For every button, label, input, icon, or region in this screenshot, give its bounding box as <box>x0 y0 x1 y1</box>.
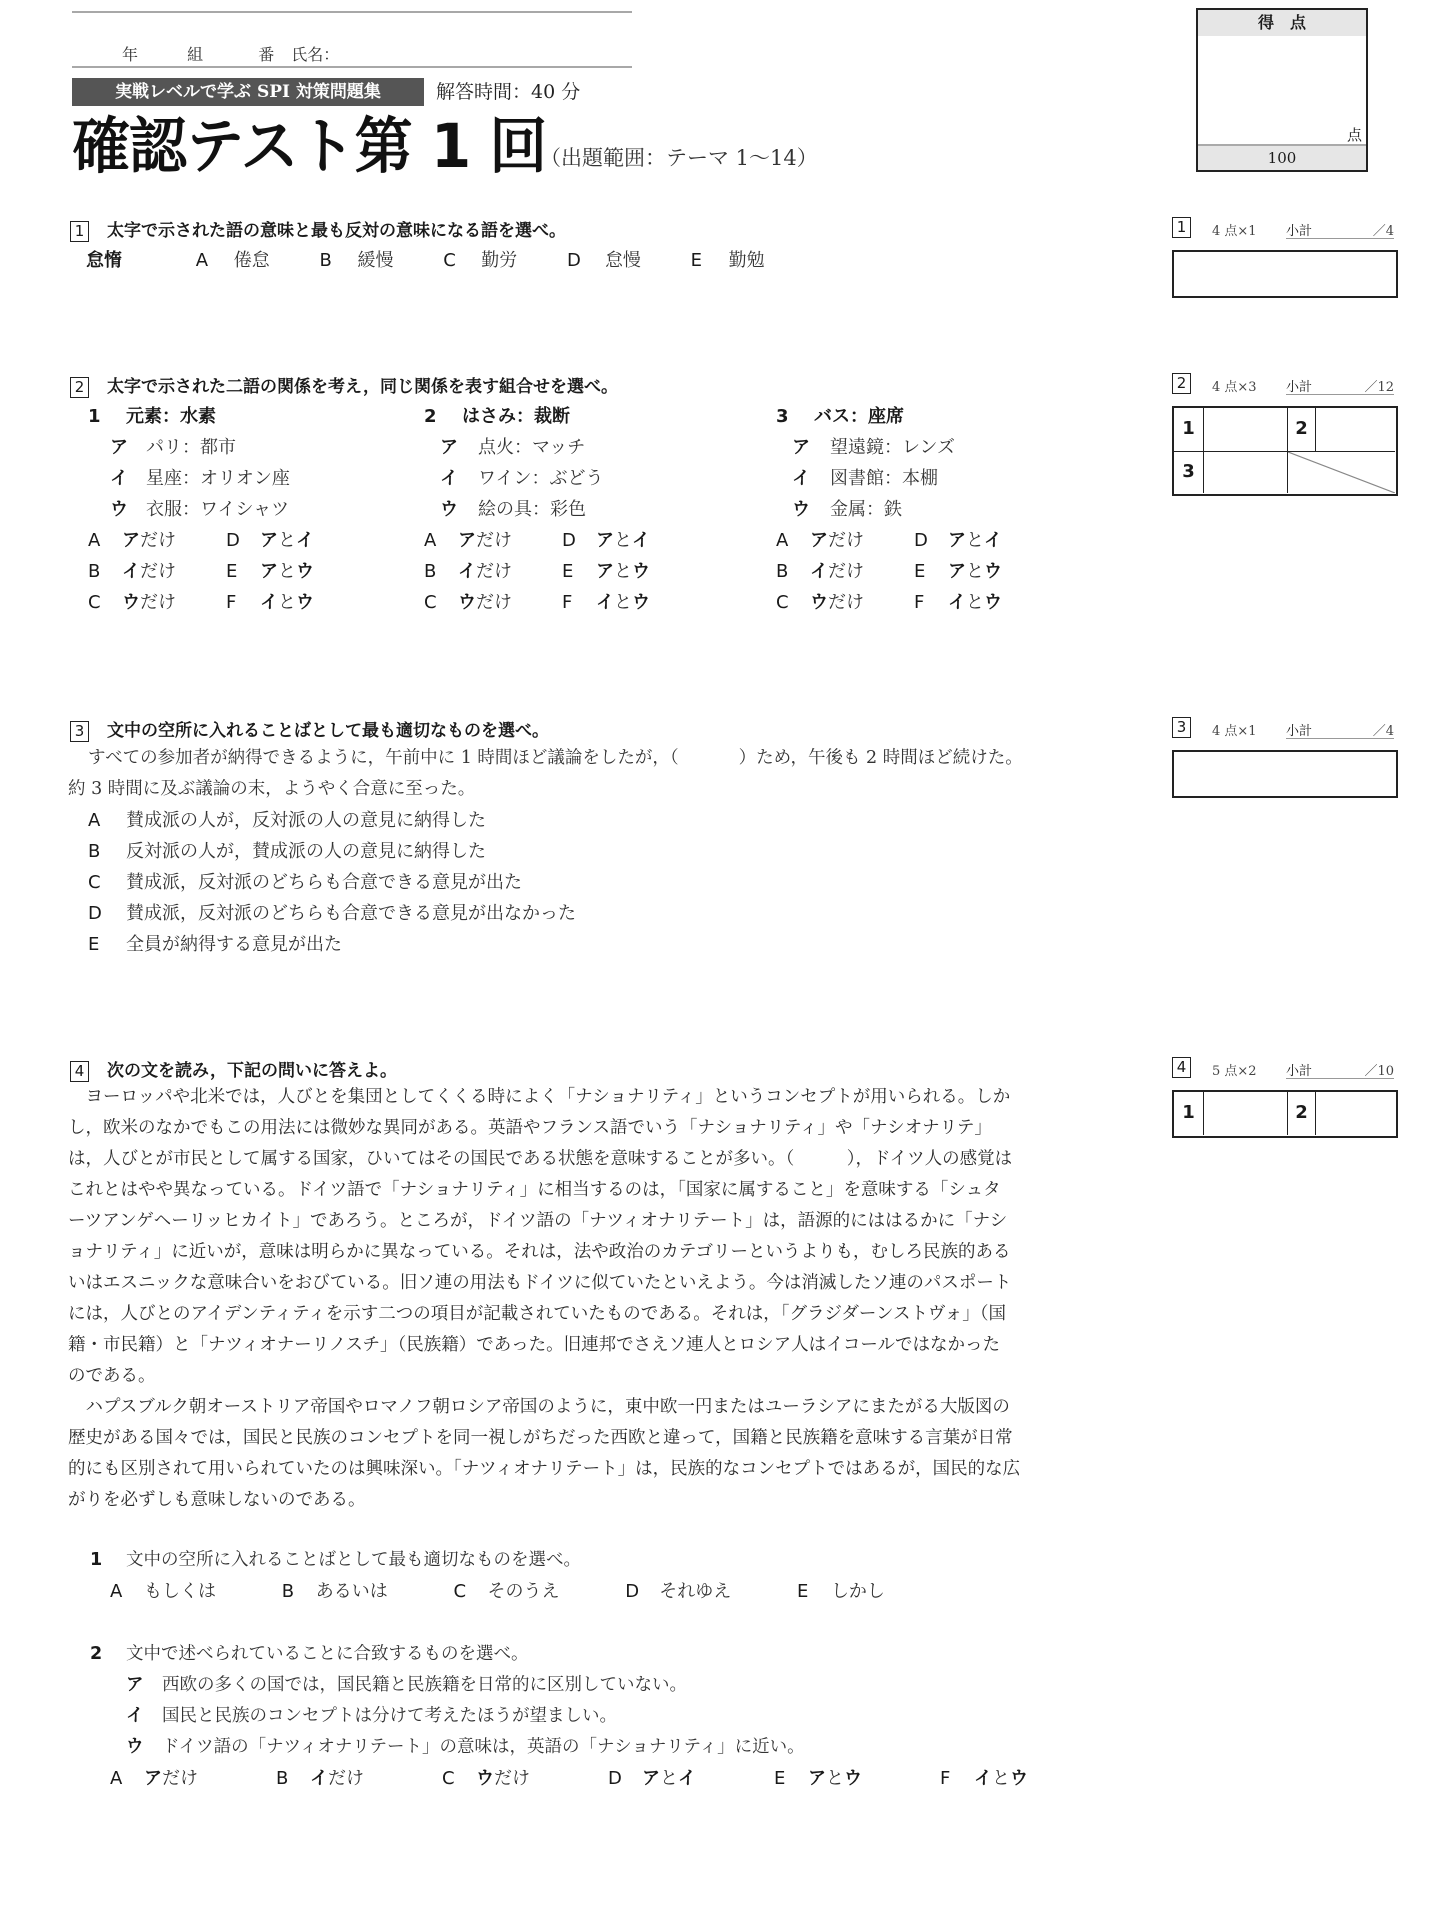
answer-connector: だけ <box>494 1768 530 1789</box>
passage-line: いはエスニックな意味合いをおびている。旧ソ連の用法もドイツに似ていたといえよう。今は消滅したソ連のパスポート <box>68 1273 1012 1293</box>
q1-word: 怠惰 <box>86 250 122 271</box>
answer-option[interactable] <box>776 526 914 552</box>
answer-label: C <box>776 592 789 613</box>
q4-answer-cell-1[interactable] <box>1204 1092 1288 1135</box>
answer-kana: ウ <box>810 592 828 613</box>
q1-heading <box>70 216 566 242</box>
q4-sub1-option[interactable] <box>797 1577 917 1603</box>
q3-points: 4 点×1 <box>1212 724 1257 739</box>
passage-line: 歴史がある国々では，国民と民族のコンセプトを同一視しがちだった西欧と違って，国籍と民族籍を意味する言葉が日常 <box>68 1428 1013 1448</box>
answer-label: C <box>442 1768 455 1789</box>
answer-label: E <box>914 561 926 582</box>
q4-points: 5 点×2 <box>1212 1064 1257 1079</box>
answer-connector: と <box>966 530 984 551</box>
time-limit: 解答時間：40 分 <box>436 81 581 103</box>
page-title: 確認テスト第 1 回 <box>72 110 547 182</box>
answer-kana: ア <box>810 530 828 551</box>
q4-heading <box>70 1056 397 1082</box>
answer-connector: と <box>966 561 984 582</box>
answer-connector: だけ <box>476 592 512 613</box>
option-text: 賛成派の人が，反対派の人の意見に納得した <box>126 810 486 831</box>
q4-score-number-icon: 4 <box>1172 1057 1191 1078</box>
q4-sub1-option[interactable] <box>453 1577 619 1603</box>
option-text: 反対派の人が，賛成派の人の意見に納得した <box>126 841 486 862</box>
answer-connector: だけ <box>828 530 864 551</box>
q4-cell-label-1: 1 <box>1174 1092 1204 1135</box>
answer-kana: ア <box>260 561 278 582</box>
answer-label: A <box>776 530 789 551</box>
answer-label: A <box>88 530 101 551</box>
name-row <box>122 42 339 65</box>
answer-option[interactable] <box>424 588 562 614</box>
option-label: B <box>319 250 332 271</box>
answer-connector: だけ <box>162 1768 198 1789</box>
answer-connector: と <box>966 592 984 613</box>
q1-answer-box[interactable] <box>1172 250 1398 298</box>
choice-text: パリ：都市 <box>146 437 236 458</box>
passage-line: は，人びとが市民として属する国家，ひいてはその国民である状態を意味することが多い。（ ），ドイツ人の感覚は <box>68 1149 1013 1169</box>
q2-cell-label-3: 3 <box>1174 452 1204 493</box>
q1-option[interactable] <box>691 246 809 272</box>
q1-subtotal-max: ／4 <box>1372 224 1394 239</box>
answer-kana: イ <box>632 530 650 551</box>
answer-row <box>424 588 682 614</box>
series-badge: 実戦レベルで学ぶ SPI 対策問題集 <box>72 78 424 106</box>
item-pair: 元素：水素 <box>126 406 216 427</box>
q2-answer-cell-3[interactable] <box>1204 452 1288 493</box>
passage-line: がりを必ずしも意味しないのである。 <box>68 1490 366 1510</box>
answer-row <box>88 588 346 614</box>
answer-kana: ウ <box>632 561 650 582</box>
test-range: （出題範囲：テーマ 1〜14） <box>540 146 818 170</box>
answer-kana: イ <box>678 1768 696 1789</box>
q4-sub2-statement <box>126 1702 617 1727</box>
answer-label: F <box>562 592 573 613</box>
answer-kana: ア <box>596 530 614 551</box>
answer-label: E <box>226 561 238 582</box>
option-text: あるいは <box>315 1581 388 1602</box>
option-text: 倦怠 <box>233 250 270 271</box>
q3-subtotal-label: 小計 <box>1286 724 1313 739</box>
name-field-year: 年 <box>122 45 139 64</box>
answer-connector: だけ <box>476 561 512 582</box>
q2-score-panel <box>1172 372 1398 482</box>
q4-sub1-option[interactable] <box>110 1577 276 1603</box>
name-field-class: 組 <box>187 45 204 64</box>
q1-options <box>86 246 809 272</box>
option-label: A <box>195 250 209 271</box>
answer-row <box>776 588 1034 614</box>
q4-score-panel <box>1172 1056 1398 1123</box>
answer-option[interactable] <box>774 1764 940 1790</box>
sub-question-text: 文中で述べられていることに合致するものを選べ。 <box>126 1644 529 1664</box>
q3-option[interactable] <box>88 806 486 832</box>
passage-line: ハプスブルク朝オーストリア帝国やロマノフ朝ロシア帝国のように，東中欧一円またはユーラシアにまたがる大版図の <box>68 1397 1010 1417</box>
answer-label: B <box>276 1768 289 1789</box>
choice-kana: ア <box>440 437 458 458</box>
answer-option[interactable] <box>226 557 346 583</box>
q1-instruction: 太字で示された語の意味と最も反対の意味になる語を選べ。 <box>107 221 566 241</box>
q1-option[interactable] <box>567 246 685 272</box>
name-rule <box>72 66 632 68</box>
q2-cell-label-1: 1 <box>1174 408 1204 452</box>
q2-answer-cell-1[interactable] <box>1204 408 1288 452</box>
answer-connector: と <box>660 1768 678 1789</box>
q2-heading <box>70 372 618 398</box>
answer-row <box>424 526 682 552</box>
option-label: C <box>443 250 456 271</box>
answer-kana: ウ <box>296 592 314 613</box>
sub-question-number: 1 <box>90 1550 103 1570</box>
q4-sub2-question <box>90 1640 529 1665</box>
q3-sentence-line2: 約 3 時間に及ぶ議論の末，ようやく合意に至った。 <box>68 779 476 799</box>
item-number: 1 <box>88 406 101 427</box>
q3-instruction: 文中の空所に入れることばとして最も適切なものを選べ。 <box>107 721 549 741</box>
option-label: D <box>88 903 102 924</box>
q4-sub2-statement <box>126 1671 687 1696</box>
q3-number-icon: 3 <box>70 721 89 742</box>
choice-text: 星座：オリオン座 <box>146 468 290 489</box>
q1-number-icon: 1 <box>70 221 89 242</box>
answer-label: D <box>226 530 240 551</box>
answer-label: C <box>424 592 437 613</box>
answer-connector: だけ <box>328 1768 364 1789</box>
q1-option[interactable] <box>443 246 561 272</box>
q4-subtotal-max: ／10 <box>1364 1064 1394 1079</box>
top-rule <box>72 11 632 13</box>
name-field-name[interactable]: 氏名： <box>291 45 340 64</box>
choice-text: ワイン：ぶどう <box>478 468 604 489</box>
choice-text: 絵の具：彩色 <box>478 499 586 520</box>
answer-option[interactable] <box>562 526 682 552</box>
answer-label: F <box>940 1768 951 1789</box>
option-text: 勤労 <box>481 250 518 271</box>
q2-subtotal-label: 小計 <box>1286 380 1313 395</box>
answer-kana: ウ <box>458 592 476 613</box>
q1-option[interactable] <box>196 246 314 272</box>
option-text: 怠慢 <box>604 250 641 271</box>
choice-text: 図書館：本棚 <box>830 468 938 489</box>
statement-text: ドイツ語の「ナツィオナリテート」の意味は，英語の「ナショナリティ」に近い。 <box>162 1737 805 1757</box>
item-pair: バス：座席 <box>814 406 904 427</box>
answer-kana: ウ <box>296 561 314 582</box>
answer-row <box>424 557 682 583</box>
answer-option[interactable] <box>424 557 562 583</box>
answer-option[interactable] <box>424 526 562 552</box>
q3-option[interactable] <box>88 899 576 925</box>
answer-connector: と <box>278 592 296 613</box>
option-text: そのうえ <box>487 1581 560 1602</box>
q3-option[interactable] <box>88 868 522 894</box>
option-label: A <box>88 810 101 831</box>
passage-line: のである。 <box>68 1366 156 1386</box>
answer-kana: ウ <box>122 592 140 613</box>
answer-label: C <box>88 592 101 613</box>
q1-subtotal-label: 小計 <box>1286 224 1313 239</box>
answer-kana: イ <box>810 561 828 582</box>
choice-text: 点火：マッチ <box>478 437 586 458</box>
answer-kana: ア <box>642 1768 660 1789</box>
answer-label: B <box>776 561 789 582</box>
answer-option[interactable] <box>776 588 914 614</box>
answer-kana: イ <box>974 1768 992 1789</box>
option-label: D <box>625 1581 640 1602</box>
answer-connector: だけ <box>140 592 176 613</box>
answer-connector: と <box>614 561 632 582</box>
passage-line: 籍・市民籍）と「ナツィオナーリノスチ」（民族籍）であった。旧連邦でさえソ連人とロシア人はイコールではなかった <box>68 1335 1001 1355</box>
answer-connector: と <box>826 1768 844 1789</box>
passage-line: 的にも区別されて用いられていたのは興味深い。「ナツィオナリテート」は，民族的なコンセプトではあるが，国民的な広 <box>68 1459 1021 1479</box>
answer-label: D <box>914 530 928 551</box>
answer-option[interactable] <box>88 588 226 614</box>
sub-question-text: 文中の空所に入れることばとして最も適切なものを選べ。 <box>126 1550 581 1570</box>
answer-row <box>776 526 1034 552</box>
option-label: E <box>690 250 703 271</box>
q2-unused-cell-slash <box>1288 452 1395 493</box>
q2-cell-label-2: 2 <box>1288 408 1316 452</box>
statement-kana: ア <box>126 1675 144 1695</box>
option-label: E <box>88 934 100 955</box>
answer-option[interactable] <box>914 588 1034 614</box>
answer-kana: ウ <box>632 592 650 613</box>
answer-label: D <box>562 530 576 551</box>
answer-option[interactable] <box>226 526 346 552</box>
q3-score-number-icon: 3 <box>1172 717 1191 738</box>
answer-row <box>88 526 346 552</box>
answer-kana: ア <box>144 1768 162 1789</box>
answer-kana: ア <box>948 561 966 582</box>
answer-connector: と <box>992 1768 1010 1789</box>
statement-kana: イ <box>126 1706 144 1726</box>
answer-label: D <box>608 1768 622 1789</box>
answer-connector: だけ <box>828 592 864 613</box>
answer-kana: ウ <box>1010 1768 1028 1789</box>
choice-kana: ウ <box>792 499 810 520</box>
option-text: 勤勉 <box>728 250 765 271</box>
answer-kana: イ <box>596 592 614 613</box>
q1-points: 4 点×1 <box>1212 224 1257 239</box>
passage-line: ョナリティ」に近いが，意味は明らかに異なっている。それは，法や政治のカテゴリーというよりも，むしろ民族的ある <box>68 1242 1011 1262</box>
answer-option[interactable] <box>88 557 226 583</box>
answer-option[interactable] <box>562 557 682 583</box>
q3-heading <box>70 716 549 742</box>
answer-option[interactable] <box>442 1764 608 1790</box>
option-label: B <box>281 1581 295 1602</box>
score-total: 100 <box>1198 144 1366 170</box>
option-text: 賛成派，反対派のどちらも合意できる意見が出た <box>126 872 522 893</box>
statement-text: 国民と民族のコンセプトは分けて考えたほうが望ましい。 <box>162 1706 617 1726</box>
q2-answer-grid <box>1172 406 1398 496</box>
q4-answer-grid <box>1172 1090 1398 1138</box>
statement-kana: ウ <box>126 1737 144 1757</box>
choice-kana: ア <box>110 437 128 458</box>
q4-instruction: 次の文を読み，下記の問いに答えよ。 <box>107 1061 398 1081</box>
q4-sub2-answers <box>110 1764 1050 1790</box>
q2-instruction: 太字で示された二語の関係を考え，同じ関係を表す組合せを選べ。 <box>107 377 619 397</box>
answer-label: F <box>914 592 925 613</box>
q2-subtotal-max: ／12 <box>1364 380 1394 395</box>
answer-connector: と <box>614 592 632 613</box>
answer-kana: イ <box>296 530 314 551</box>
option-label: C <box>453 1581 467 1602</box>
q3-score-panel <box>1172 716 1398 742</box>
answer-label: B <box>88 561 101 582</box>
q3-sentence-part1: すべての参加者が納得できるように，午前中に 1 時間ほど議論をしたが，（ <box>88 748 679 768</box>
name-field-number: 番 <box>258 45 275 64</box>
answer-label: B <box>424 561 437 582</box>
answer-connector: だけ <box>476 530 512 551</box>
answer-row <box>88 557 346 583</box>
answer-label: A <box>110 1768 123 1789</box>
answer-kana: イ <box>458 561 476 582</box>
q4-passage <box>68 1082 1138 1516</box>
q4-sub1-options <box>110 1577 917 1603</box>
answer-kana: ア <box>596 561 614 582</box>
answer-label: F <box>226 592 237 613</box>
answer-option[interactable] <box>940 1764 1050 1790</box>
answer-kana: ア <box>948 530 966 551</box>
passage-line: には，人びとのアイデンティティを示す二つの項目が記載されていたものである。それは，「グラジダーンストヴォ」（国 <box>68 1304 1006 1324</box>
answer-kana: イ <box>260 592 278 613</box>
answer-option[interactable] <box>110 1764 276 1790</box>
q4-sub1-question <box>90 1546 581 1571</box>
q4-answer-cell-2[interactable] <box>1316 1092 1395 1135</box>
answer-option[interactable] <box>226 588 346 614</box>
answer-option[interactable] <box>914 526 1034 552</box>
item-number: 2 <box>424 406 437 427</box>
answer-kana: ア <box>458 530 476 551</box>
item-number: 3 <box>776 406 789 427</box>
answer-connector: と <box>278 561 296 582</box>
answer-connector: と <box>278 530 296 551</box>
answer-connector: だけ <box>140 530 176 551</box>
q2-points: 4 点×3 <box>1212 380 1257 395</box>
q4-sub1-option[interactable] <box>625 1577 791 1603</box>
choice-kana: イ <box>792 468 810 489</box>
score-heading: 得 点 <box>1198 10 1366 36</box>
answer-kana: ウ <box>476 1768 494 1789</box>
option-label: B <box>88 841 101 862</box>
sub-question-number: 2 <box>90 1644 103 1664</box>
answer-option[interactable] <box>562 588 682 614</box>
answer-kana: ウ <box>984 592 1002 613</box>
answer-option[interactable] <box>914 557 1034 583</box>
statement-text: 西欧の多くの国では，国民籍と民族籍を日常的に区別していない。 <box>162 1675 687 1695</box>
answer-label: E <box>562 561 574 582</box>
score-unit: 点 <box>1346 126 1362 144</box>
option-text: もしくは <box>144 1581 216 1602</box>
answer-kana: ウ <box>844 1768 862 1789</box>
answer-option[interactable] <box>608 1764 774 1790</box>
q3-option[interactable] <box>88 837 486 863</box>
passage-line: し，欧米のなかでもこの用法には微妙な異同がある。英語やフランス語でいう「ナショナリティ」や「ナシオナリテ」 <box>68 1118 992 1138</box>
answer-connector: と <box>614 530 632 551</box>
answer-kana: イ <box>984 530 1002 551</box>
answer-connector: だけ <box>828 561 864 582</box>
choice-text: 衣服：ワイシャツ <box>146 499 290 520</box>
choice-kana: ウ <box>440 499 458 520</box>
option-text: しかし <box>830 1581 885 1602</box>
answer-kana: ア <box>808 1768 826 1789</box>
answer-kana: イ <box>310 1768 328 1789</box>
answer-kana: ウ <box>984 561 1002 582</box>
answer-kana: ア <box>260 530 278 551</box>
answer-option[interactable] <box>276 1764 442 1790</box>
option-text: それゆえ <box>659 1581 732 1602</box>
choice-text: 金属：鉄 <box>830 499 902 520</box>
q1-option[interactable] <box>319 246 437 272</box>
q2-answer-cell-2[interactable] <box>1316 408 1395 452</box>
q2-number-icon: 2 <box>70 377 89 398</box>
answer-kana: イ <box>122 561 140 582</box>
option-label: A <box>110 1581 123 1602</box>
option-text: 全員が納得する意見が出た <box>126 934 342 955</box>
option-text: 賛成派，反対派のどちらも合意できる意見が出なかった <box>126 903 576 924</box>
q4-number-icon: 4 <box>70 1061 89 1082</box>
choice-kana: ウ <box>110 499 128 520</box>
q3-option[interactable] <box>88 930 342 956</box>
q2-score-number-icon: 2 <box>1172 373 1191 394</box>
answer-option[interactable] <box>776 557 914 583</box>
answer-label: A <box>424 530 437 551</box>
item-pair: はさみ：裁断 <box>462 406 570 427</box>
option-label: E <box>796 1581 809 1602</box>
option-text: 緩慢 <box>357 250 394 271</box>
total-score-box[interactable] <box>1196 8 1368 172</box>
answer-label: E <box>774 1768 786 1789</box>
q1-score-panel <box>1172 216 1398 242</box>
q3-sentence-part2: ）ため，午後も 2 時間ほど続けた。 <box>738 748 1023 768</box>
answer-row <box>776 557 1034 583</box>
passage-line: ーツアンゲヘーリッヒカイト」であろう。ところが，ドイツ語の「ナツィオナリテート」は，語源的にははるかに「ナシ <box>68 1211 1008 1231</box>
option-label: C <box>88 872 101 893</box>
answer-kana: イ <box>948 592 966 613</box>
q3-answer-box[interactable] <box>1172 750 1398 798</box>
q4-sub1-option[interactable] <box>282 1577 448 1603</box>
q1-score-number-icon: 1 <box>1172 217 1191 238</box>
choice-kana: ア <box>792 437 810 458</box>
choice-text: 望遠鏡：レンズ <box>830 437 956 458</box>
choice-kana: イ <box>440 468 458 489</box>
passage-line: これとはやや異なっている。ドイツ語で「ナショナリティ」に相当するのは，「国家に属すること」を意味する「シュタ <box>68 1180 1001 1200</box>
q3-subtotal-max: ／4 <box>1372 724 1394 739</box>
answer-connector: だけ <box>140 561 176 582</box>
answer-kana: ア <box>122 530 140 551</box>
option-label: D <box>566 250 581 271</box>
q3-sentence-line1 <box>88 744 1023 769</box>
q4-subtotal-label: 小計 <box>1286 1064 1313 1079</box>
passage-line: ヨーロッパや北米では，人びとを集団としてくくる時によく「ナショナリティ」というコンセプトが用いられる。しか <box>68 1087 1011 1107</box>
q4-sub2-statement <box>126 1733 805 1758</box>
q4-cell-label-2: 2 <box>1288 1092 1316 1135</box>
answer-option[interactable] <box>88 526 226 552</box>
choice-kana: イ <box>110 468 128 489</box>
